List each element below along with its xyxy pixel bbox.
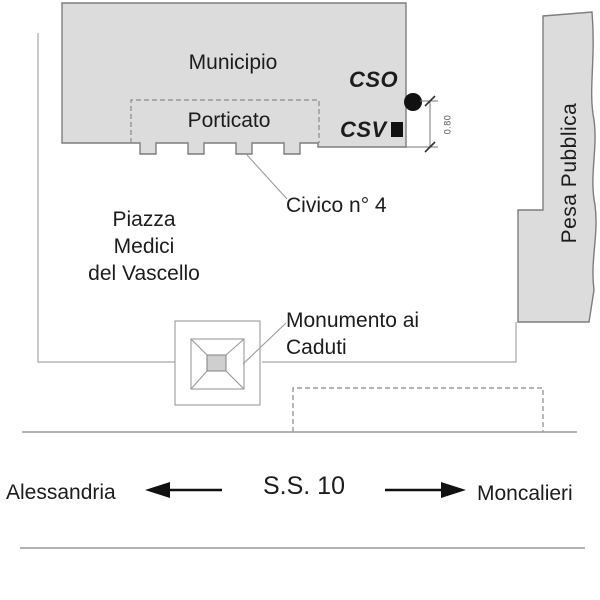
piazza-label-line2: Medici xyxy=(113,235,175,258)
civico-label: Civico n° 4 xyxy=(286,194,387,217)
arrow-left-icon xyxy=(145,482,222,498)
porticato-label: Porticato xyxy=(187,109,271,132)
dimension-label: 0.80 xyxy=(442,114,453,135)
municipio-label: Municipio xyxy=(188,51,278,74)
monumento-ai-caduti-symbol xyxy=(175,321,260,405)
cso-entrance-marker xyxy=(404,93,422,111)
monument-leader-line xyxy=(243,323,286,364)
piazza-label xyxy=(39,206,249,287)
piazza-label-line3: del Vascello xyxy=(88,262,200,285)
dashed-area-outline xyxy=(293,388,543,432)
road-city-right-label: Moncalieri xyxy=(477,482,573,505)
piazza-label-line1: Piazza xyxy=(112,208,176,231)
pesa-pubblica-label: Pesa Pubblica xyxy=(558,102,581,244)
monument-label-line2: Caduti xyxy=(286,336,347,359)
road-name-label: S.S. 10 xyxy=(263,472,345,500)
arrow-right-icon xyxy=(385,482,466,498)
road-city-left-label: Alessandria xyxy=(6,481,116,504)
csv-entrance-marker xyxy=(391,122,403,137)
cso-label: CSO xyxy=(349,67,399,92)
csv-label: CSV xyxy=(340,117,387,142)
civico-leader-line xyxy=(247,155,287,199)
monument-label xyxy=(286,307,419,361)
monument-label-line1: Monumento ai xyxy=(286,309,420,332)
